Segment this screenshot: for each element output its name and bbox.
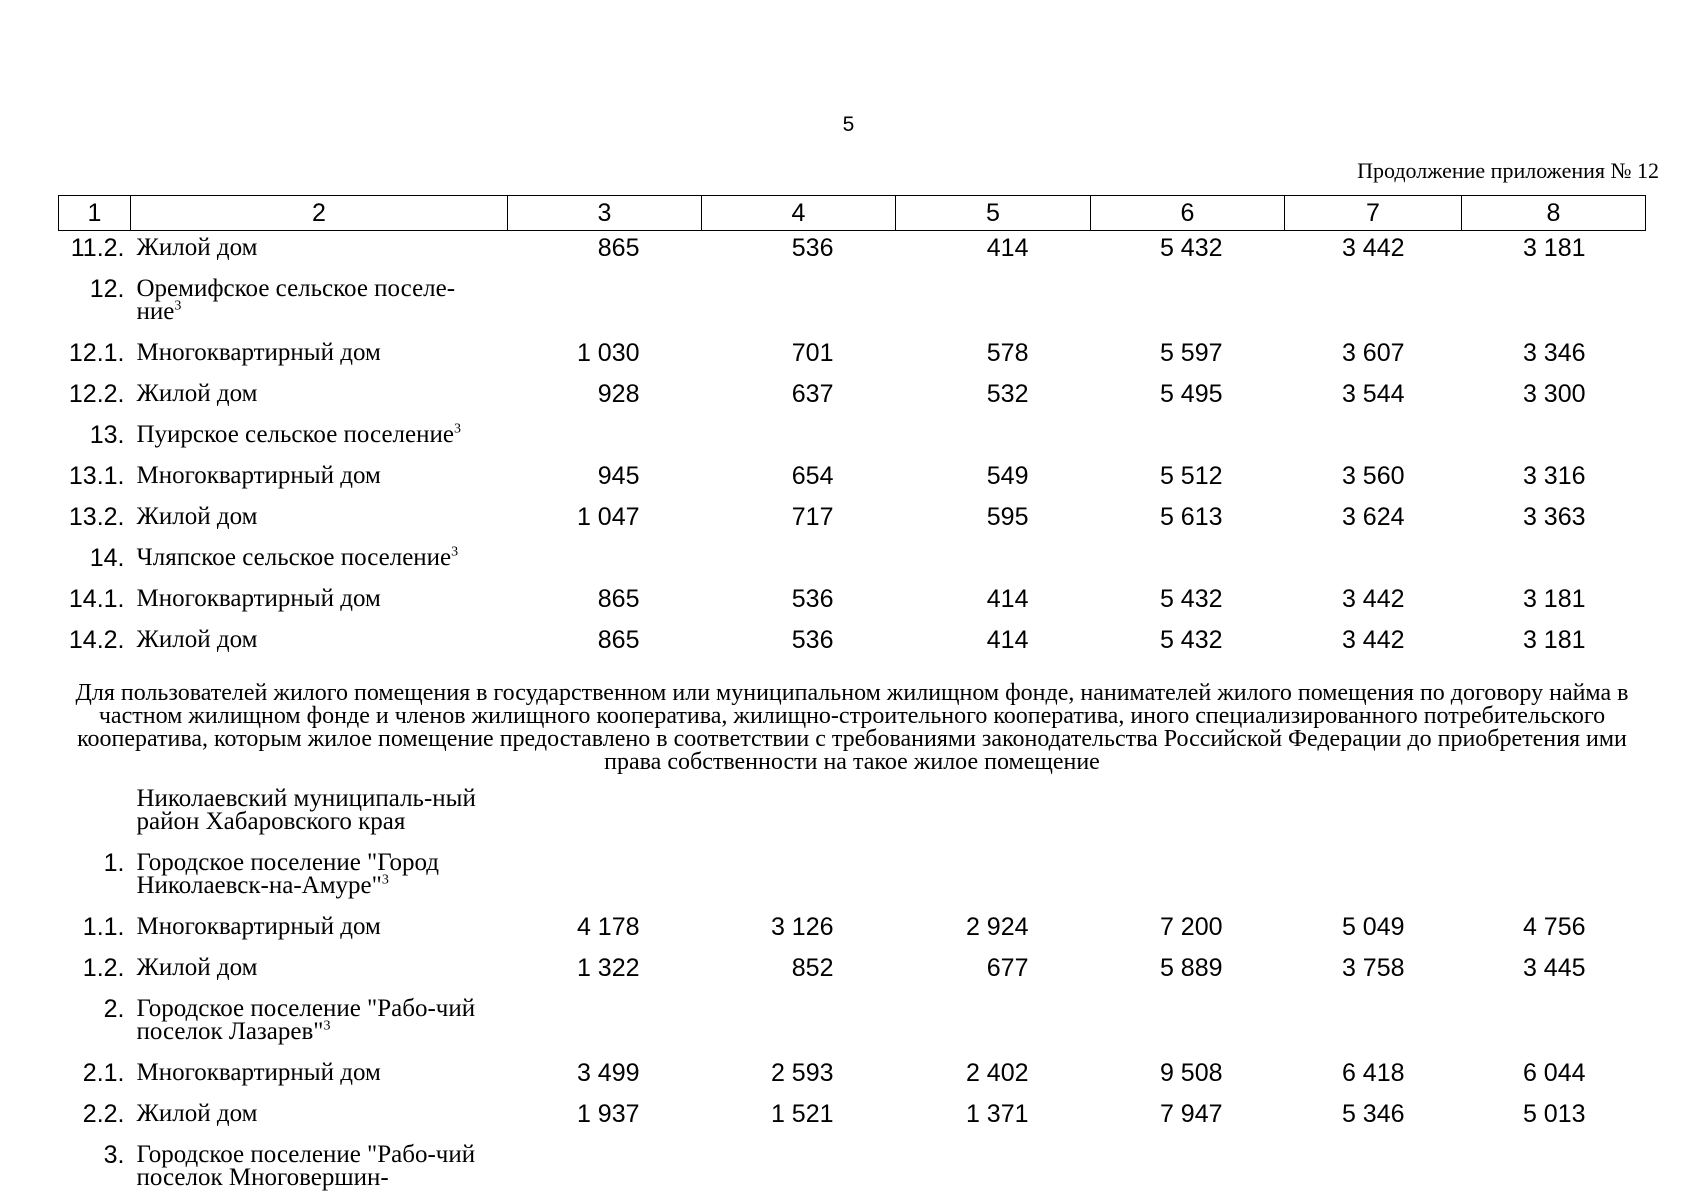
value-cell: 3 126: [770, 913, 834, 941]
row-name-text: Жилой дом: [136, 503, 258, 530]
value-cell: [1091, 418, 1285, 459]
value-cell: [702, 1138, 896, 1202]
table-header: [59, 196, 1646, 231]
row-name: [131, 846, 508, 910]
row-name: [131, 231, 508, 273]
row-name: [131, 782, 508, 846]
row-name: [131, 418, 508, 459]
value-cell: 549: [986, 462, 1029, 490]
value-cell: [1091, 272, 1285, 336]
value-cell: 2 924: [965, 913, 1029, 941]
value-cell: 7 200: [1159, 913, 1223, 941]
value-cell: 701: [791, 339, 834, 367]
row-name-text: Многоквартирный дом: [136, 585, 381, 612]
column-header: 3: [508, 196, 702, 231]
value-cell: 3 758: [1341, 954, 1405, 982]
value-cell: [1462, 992, 1646, 1056]
row-number: 2.2.: [82, 1100, 125, 1128]
row-name-text: Жилой дом: [136, 954, 258, 981]
row-name-text: Многоквартирный дом: [136, 339, 381, 366]
row-name: [131, 1097, 508, 1138]
value-cell: [1285, 272, 1462, 336]
value-cell: 414: [986, 626, 1029, 654]
value-cell: [702, 272, 896, 336]
value-cell: [1285, 541, 1462, 582]
value-cell: 3 181: [1522, 626, 1586, 654]
row-name-text: Городское поселение "Рабо-чий поселок Лазарев": [136, 995, 476, 1045]
value-cell: 5 597: [1159, 339, 1223, 367]
value-cell: 1 322: [576, 954, 640, 982]
value-cell: 3 363: [1522, 503, 1586, 531]
section-heading-row: [59, 664, 1646, 782]
value-cell: [1091, 846, 1285, 910]
row-number: 12.1.: [68, 339, 125, 367]
value-cell: 3 316: [1522, 462, 1586, 490]
section-heading-body: [59, 664, 1646, 782]
value-cell: [896, 272, 1091, 336]
value-cell: 5 346: [1341, 1100, 1405, 1128]
value-cell: [702, 782, 896, 846]
value-cell: 414: [986, 585, 1029, 613]
value-cell: 4 756: [1522, 913, 1586, 941]
value-cell: 6 044: [1522, 1059, 1586, 1087]
value-cell: 3 560: [1341, 462, 1405, 490]
value-cell: 6 418: [1341, 1059, 1405, 1087]
value-cell: 3 181: [1522, 234, 1586, 262]
row-number: 13.2.: [68, 503, 125, 531]
table-row: [59, 623, 1646, 664]
value-cell: 5 512: [1159, 462, 1223, 490]
value-cell: 677: [986, 954, 1029, 982]
value-cell: [702, 992, 896, 1056]
section-heading: Для пользователей жилого помещения в государственном или муниципальном жилищном фонде, нанимателей жилого помещения по договору найма в частном жилищном фонде и членов жилищного кооператива, жилищно-строительного кооператива, иного специализированного потребительского кооператива, которым жилое помещение предоставлено в соответствии с требованиями законодательства Российской Федерации до приобретения ими права собственности на такое жилое помещение: [75, 680, 1629, 775]
value-cell: 5 432: [1159, 626, 1223, 654]
table-row: [59, 951, 1646, 992]
row-name-text: Николаевский муниципаль-ный район Хабаровского края: [136, 785, 476, 835]
value-cell: 578: [986, 339, 1029, 367]
value-cell: [1462, 846, 1646, 910]
value-cell: [1462, 418, 1646, 459]
value-cell: 3 181: [1522, 585, 1586, 613]
footnote-mark: 3: [451, 544, 459, 560]
value-cell: [508, 992, 702, 1056]
table-row: [59, 1138, 1646, 1202]
value-cell: 5 013: [1522, 1100, 1586, 1128]
row-name: [131, 951, 508, 992]
value-cell: 1 030: [576, 339, 640, 367]
row-number: 2.: [103, 995, 125, 1023]
row-name: [131, 541, 508, 582]
row-number: 11.2.: [70, 234, 125, 262]
row-number: [59, 782, 131, 846]
row-number: 13.1.: [68, 462, 125, 490]
value-cell: 945: [597, 462, 640, 490]
value-cell: 3 624: [1341, 503, 1405, 531]
value-cell: 5 432: [1159, 234, 1223, 262]
row-name: [131, 1138, 508, 1202]
value-cell: [1285, 992, 1462, 1056]
value-cell: [896, 1138, 1091, 1202]
value-cell: 3 499: [576, 1059, 640, 1087]
value-cell: 865: [597, 585, 640, 613]
row-number: 14.: [89, 544, 125, 572]
value-cell: 3 442: [1341, 626, 1405, 654]
row-name-text: Многоквартирный дом: [136, 462, 381, 489]
table-row: [59, 910, 1646, 951]
row-name: [131, 1056, 508, 1097]
row-number: 1.: [103, 849, 125, 877]
table-row: [59, 582, 1646, 623]
header-row: [59, 196, 1646, 231]
row-number: 3.: [103, 1141, 125, 1169]
footnote-mark: 3: [174, 298, 182, 314]
value-cell: [508, 272, 702, 336]
value-cell: [1091, 992, 1285, 1056]
value-cell: 536: [791, 585, 834, 613]
table-row: [59, 541, 1646, 582]
table-body-bottom: [59, 782, 1646, 1202]
value-cell: [508, 418, 702, 459]
value-cell: 3 442: [1341, 585, 1405, 613]
value-cell: 654: [791, 462, 834, 490]
value-cell: [1091, 541, 1285, 582]
row-name-text: Жилой дом: [136, 626, 258, 653]
value-cell: [1285, 846, 1462, 910]
table-row: [59, 459, 1646, 500]
value-cell: 5 613: [1159, 503, 1223, 531]
row-name-text: Пуирское сельское поселение: [136, 421, 454, 448]
value-cell: 595: [986, 503, 1029, 531]
table-row: [59, 992, 1646, 1056]
value-cell: [1285, 1138, 1462, 1202]
value-cell: 3 442: [1341, 234, 1405, 262]
value-cell: [1091, 1138, 1285, 1202]
value-cell: 3 544: [1341, 380, 1405, 408]
value-cell: [896, 418, 1091, 459]
row-name: [131, 910, 508, 951]
value-cell: 2 593: [770, 1059, 834, 1087]
row-number: 1.2.: [82, 954, 125, 982]
row-name-text: Многоквартирный дом: [136, 913, 381, 940]
value-cell: [702, 846, 896, 910]
row-number: 2.1.: [82, 1059, 125, 1087]
row-number: 1.1.: [82, 913, 125, 941]
row-name: [131, 500, 508, 541]
row-name-text: Чляпское сельское поселение: [136, 544, 452, 571]
value-cell: 532: [986, 380, 1029, 408]
value-cell: 3 445: [1522, 954, 1586, 982]
column-header: 6: [1091, 196, 1285, 231]
table-row: [59, 418, 1646, 459]
table-row: [59, 500, 1646, 541]
value-cell: [1285, 418, 1462, 459]
value-cell: 1 937: [576, 1100, 640, 1128]
value-cell: 5 432: [1159, 585, 1223, 613]
table-row: [59, 1097, 1646, 1138]
value-cell: 865: [597, 626, 640, 654]
value-cell: 1 521: [770, 1100, 834, 1128]
page-number: 5: [842, 113, 855, 136]
value-cell: 7 947: [1159, 1100, 1223, 1128]
row-name-text: Городское поселение "Рабо-чий поселок Многовершин-: [136, 1141, 476, 1191]
footnote-mark: 3: [453, 421, 461, 437]
value-cell: 1 371: [965, 1100, 1029, 1128]
row-name-text: Многоквартирный дом: [136, 1059, 381, 1086]
row-name: [131, 459, 508, 500]
value-cell: 3 346: [1522, 339, 1586, 367]
value-cell: 852: [791, 954, 834, 982]
value-cell: [508, 846, 702, 910]
column-header: 4: [702, 196, 896, 231]
value-cell: 536: [791, 626, 834, 654]
table-row: [59, 846, 1646, 910]
row-name-text: Жилой дом: [136, 234, 258, 261]
footnote-mark: 3: [381, 872, 389, 888]
value-cell: 928: [597, 380, 640, 408]
value-cell: [1462, 541, 1646, 582]
column-header: 7: [1285, 196, 1462, 231]
value-cell: [702, 541, 896, 582]
row-name: [131, 623, 508, 664]
value-cell: [1462, 272, 1646, 336]
value-cell: 5 495: [1159, 380, 1223, 408]
row-number: 14.2.: [68, 626, 125, 654]
value-cell: 2 402: [965, 1059, 1029, 1087]
table-row: [59, 336, 1646, 377]
row-name: [131, 272, 508, 336]
column-header: 1: [59, 196, 131, 231]
value-cell: [896, 992, 1091, 1056]
value-cell: 9 508: [1159, 1059, 1223, 1087]
table-row: [59, 272, 1646, 336]
value-cell: 5 049: [1341, 913, 1405, 941]
value-cell: 1 047: [576, 503, 640, 531]
row-name-text: Оремифское сельское поселе-ние: [136, 275, 456, 325]
value-cell: 717: [791, 503, 834, 531]
appendix-continuation-title: Продолжение приложения № 12: [1357, 158, 1659, 183]
value-cell: 5 889: [1159, 954, 1223, 982]
column-header: 2: [131, 196, 508, 231]
value-cell: 414: [986, 234, 1029, 262]
tariff-table: [58, 195, 1646, 1202]
row-name-text: Жилой дом: [136, 380, 258, 407]
column-header: 8: [1462, 196, 1646, 231]
value-cell: 4 178: [576, 913, 640, 941]
value-cell: [508, 782, 702, 846]
value-cell: 865: [597, 234, 640, 262]
value-cell: [896, 782, 1091, 846]
row-name: [131, 992, 508, 1056]
value-cell: 3 607: [1341, 339, 1405, 367]
row-number: 12.2.: [68, 380, 125, 408]
column-header: 5: [896, 196, 1091, 231]
value-cell: [1462, 1138, 1646, 1202]
table-row: [59, 231, 1646, 273]
table-body-top: [59, 231, 1646, 665]
value-cell: [896, 846, 1091, 910]
table-row: [59, 1056, 1646, 1097]
value-cell: [1285, 782, 1462, 846]
value-cell: [508, 1138, 702, 1202]
row-name-text: Городское поселение "Город Николаевск-на-Амуре": [136, 849, 440, 899]
table-row: [59, 377, 1646, 418]
table-row: [59, 782, 1646, 846]
row-number: 14.1.: [68, 585, 125, 613]
value-cell: [508, 541, 702, 582]
row-name: [131, 336, 508, 377]
value-cell: [1091, 782, 1285, 846]
row-name: [131, 582, 508, 623]
footnote-mark: 3: [323, 1018, 331, 1034]
value-cell: [896, 541, 1091, 582]
row-number: 13.: [89, 421, 125, 449]
row-name: [131, 377, 508, 418]
value-cell: [1462, 782, 1646, 846]
value-cell: 637: [791, 380, 834, 408]
value-cell: [702, 418, 896, 459]
row-name-text: Жилой дом: [136, 1100, 258, 1127]
value-cell: 536: [791, 234, 834, 262]
value-cell: 3 300: [1522, 380, 1586, 408]
row-number: 12.: [89, 275, 125, 303]
